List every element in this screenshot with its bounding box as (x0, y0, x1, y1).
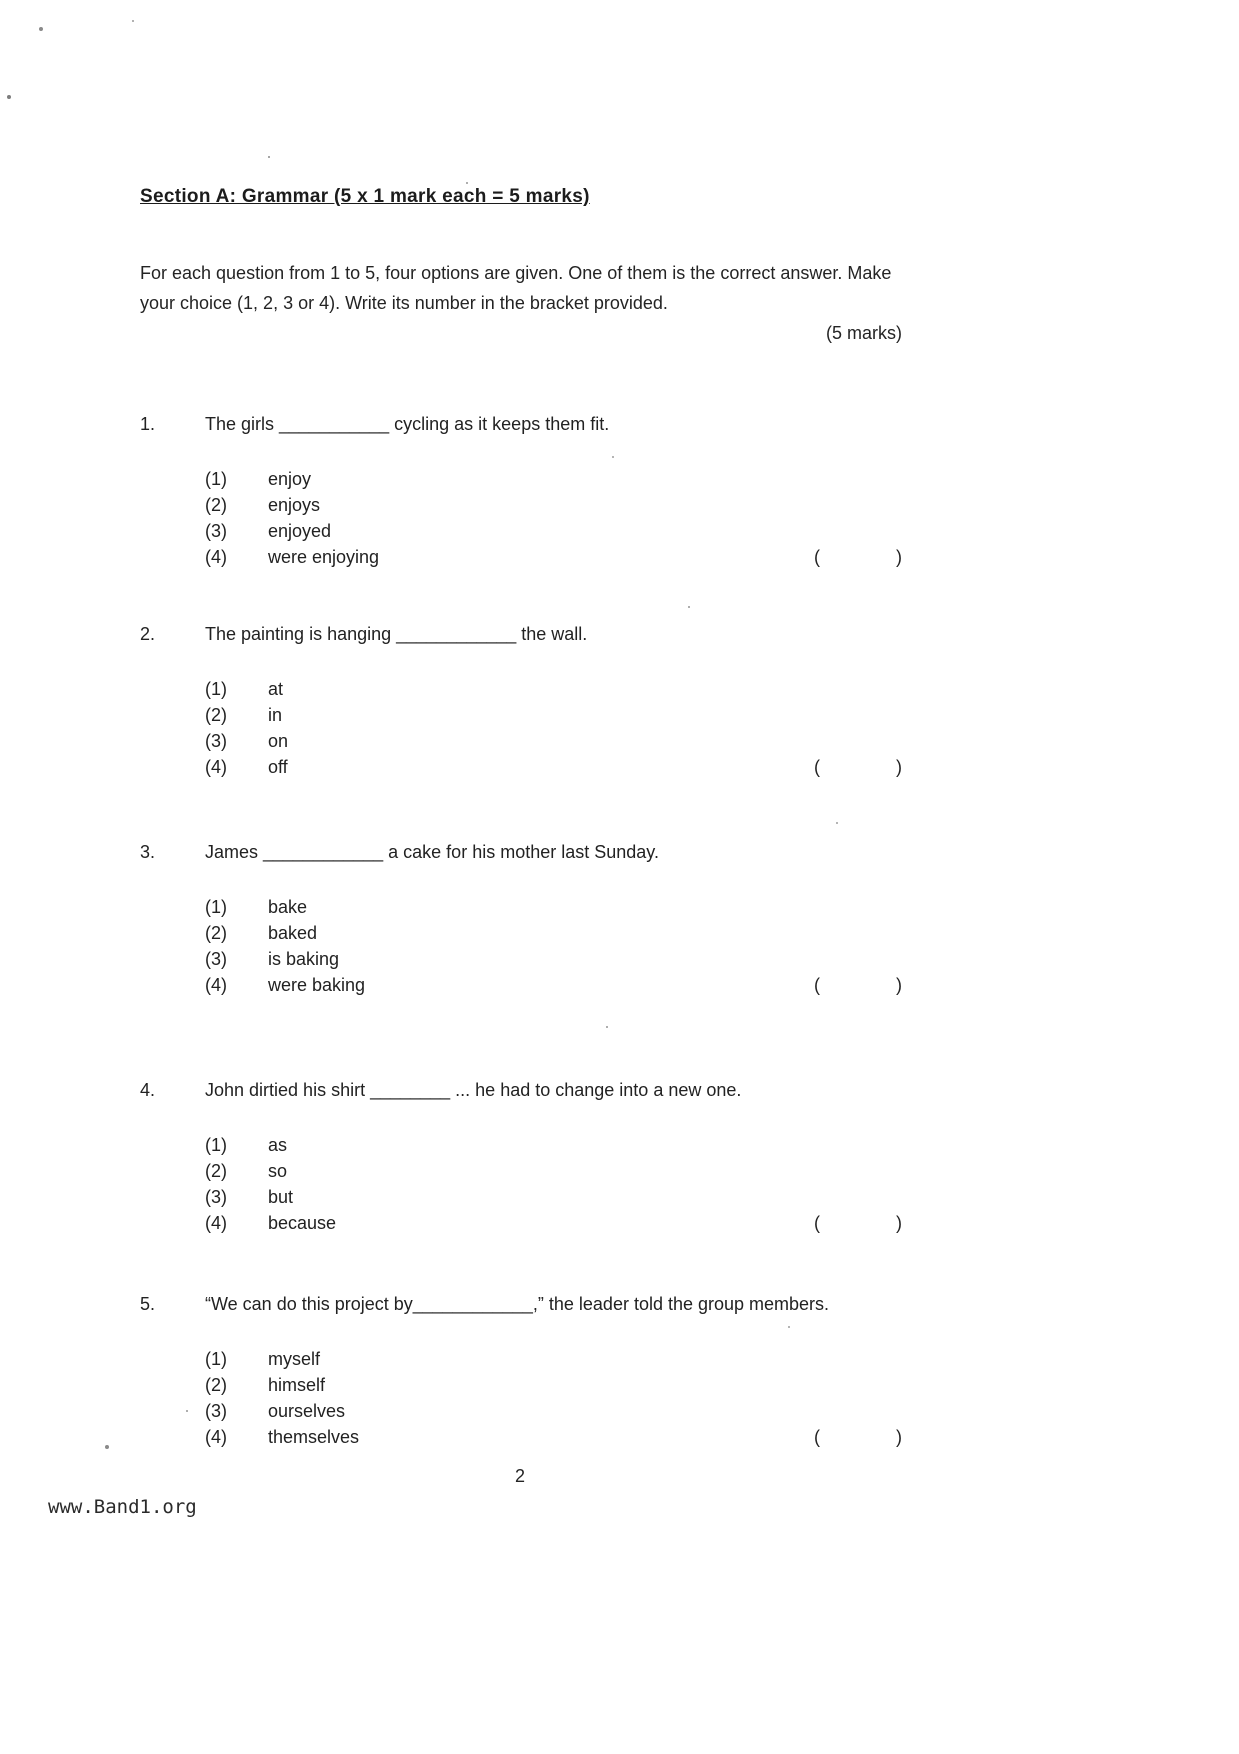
question-number: 1. (140, 414, 156, 434)
page-content (140, 186, 902, 1450)
option-row (205, 972, 902, 998)
question-5 (140, 1288, 902, 1450)
question-number: 4. (140, 1080, 156, 1100)
option-label: enjoys (268, 495, 321, 515)
option-label: enjoy (268, 469, 312, 489)
question-text: James ____________ a cake for his mother last Sunday. (205, 842, 659, 862)
option-label: ourselves (268, 1401, 346, 1421)
answer-bracket (814, 972, 902, 998)
bracket-open: ( (814, 1213, 820, 1233)
option-label: were baking (268, 975, 366, 995)
options-list (205, 1346, 902, 1450)
question-number: 2. (140, 624, 156, 644)
question-number: 3. (140, 842, 156, 862)
option-label: were enjoying (268, 547, 380, 567)
option-label: himself (268, 1375, 326, 1395)
options-list (205, 894, 902, 998)
option-label: enjoyed (268, 521, 332, 541)
option-row (205, 702, 902, 728)
option-number: (4) (205, 1427, 227, 1447)
question-2 (140, 618, 902, 780)
option-label: at (268, 679, 284, 699)
options-list (205, 1132, 902, 1236)
option-row (205, 1158, 902, 1184)
option-row (205, 544, 902, 570)
answer-bracket (814, 1210, 902, 1236)
option-label: off (268, 757, 288, 777)
option-number: (2) (205, 923, 227, 943)
option-number: (3) (205, 949, 227, 969)
option-row (205, 920, 902, 946)
bracket-open: ( (814, 975, 820, 995)
option-number: (3) (205, 1401, 227, 1421)
option-row (205, 1346, 902, 1372)
option-number: (3) (205, 521, 227, 541)
option-number: (1) (205, 897, 227, 917)
option-row (205, 676, 902, 702)
option-label: in (268, 705, 283, 725)
option-row (205, 1372, 902, 1398)
option-row (205, 1184, 902, 1210)
option-label: as (268, 1135, 288, 1155)
scan-speck-artifacts (0, 0, 2, 2)
option-row (205, 1398, 902, 1424)
option-label: because (268, 1213, 337, 1233)
option-label: on (268, 731, 289, 751)
option-number: (1) (205, 469, 227, 489)
marks-note: (5 marks) (826, 323, 902, 343)
answer-bracket (814, 1424, 902, 1450)
bracket-close: ) (896, 1213, 902, 1233)
option-row (205, 946, 902, 972)
option-row (205, 1132, 902, 1158)
option-label: bake (268, 897, 308, 917)
option-row (205, 894, 902, 920)
option-row (205, 518, 902, 544)
footer-url: www.Band1.org (48, 1496, 197, 1518)
option-number: (2) (205, 495, 227, 515)
bracket-close: ) (896, 547, 902, 567)
options-list (205, 466, 902, 570)
option-number: (4) (205, 975, 227, 995)
section-title: Section A: Grammar (5 x 1 mark each = 5 marks) (140, 186, 590, 207)
instructions-text: For each question from 1 to 5, four options are given. One of them is the correct answer. Make your choice (1, 2, 3 or 4). Write its number in the bracket provided. (140, 263, 892, 313)
option-number: (2) (205, 1161, 227, 1181)
question-text: “We can do this project by____________,” the leader told the group members. (205, 1294, 830, 1314)
option-number: (3) (205, 1187, 227, 1207)
option-label: themselves (268, 1427, 360, 1447)
option-label: but (268, 1187, 294, 1207)
question-1 (140, 408, 902, 570)
bracket-open: ( (814, 1427, 820, 1447)
question-number: 5. (140, 1294, 156, 1314)
option-number: (1) (205, 679, 227, 699)
question-text: John dirtied his shirt ________ ... he had to change into a new one. (205, 1080, 742, 1100)
option-label: is baking (268, 949, 340, 969)
option-label: baked (268, 923, 318, 943)
option-row (205, 728, 902, 754)
option-row (205, 492, 902, 518)
bracket-open: ( (814, 547, 820, 567)
question-text: The painting is hanging ____________ the wall. (205, 624, 588, 644)
option-number: (3) (205, 731, 227, 751)
option-number: (1) (205, 1349, 227, 1369)
option-number: (4) (205, 547, 227, 567)
option-row (205, 1424, 902, 1450)
question-4 (140, 1074, 902, 1236)
question-3 (140, 836, 902, 998)
bracket-close: ) (896, 757, 902, 777)
question-text: The girls ___________ cycling as it keeps them fit. (205, 414, 610, 434)
option-number: (2) (205, 705, 227, 725)
option-row (205, 1210, 902, 1236)
option-number: (4) (205, 1213, 227, 1233)
bracket-close: ) (896, 975, 902, 995)
bracket-close: ) (896, 1427, 902, 1447)
option-label: myself (268, 1349, 321, 1369)
bracket-open: ( (814, 757, 820, 777)
answer-bracket (814, 544, 902, 570)
option-row (205, 754, 902, 780)
option-number: (4) (205, 757, 227, 777)
option-number: (2) (205, 1375, 227, 1395)
option-number: (1) (205, 1135, 227, 1155)
option-row (205, 466, 902, 492)
option-label: so (268, 1161, 288, 1181)
page-number: 2 (514, 1466, 525, 1486)
options-list (205, 676, 902, 780)
answer-bracket (814, 754, 902, 780)
